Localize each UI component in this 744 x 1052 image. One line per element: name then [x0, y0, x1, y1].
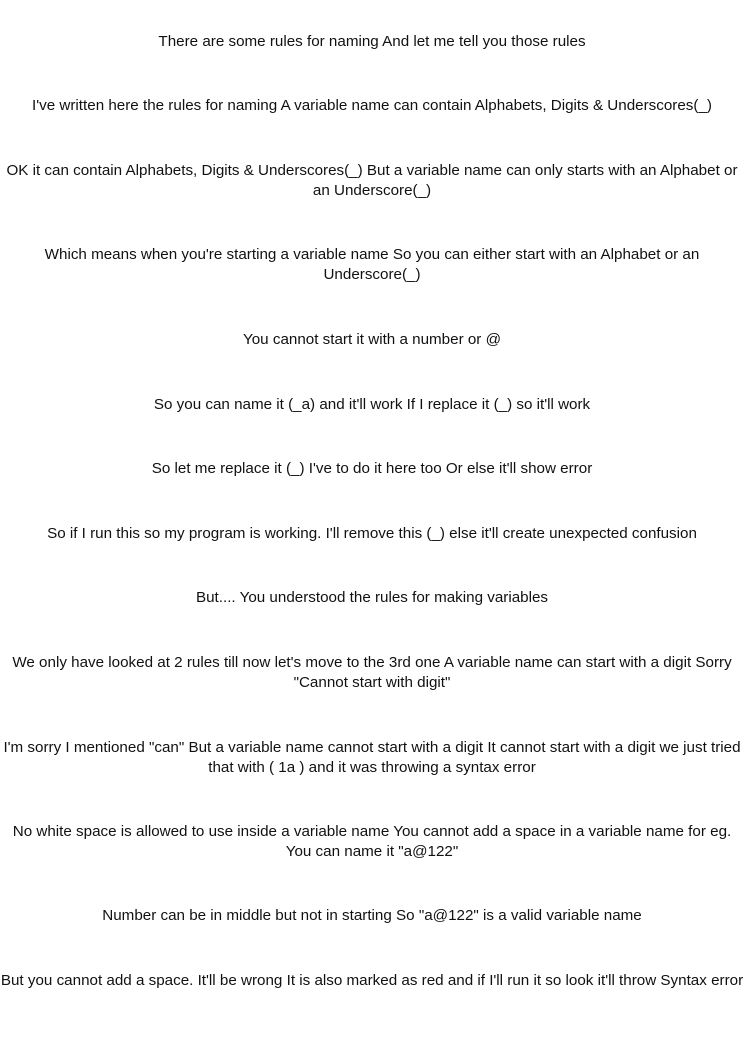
paragraph-8: So if I run this so my program is working. I'll remove this (_) else it'll create unexpected confusion	[47, 525, 697, 542]
paragraph-7: So let me replace it (_) I've to do it here too Or else it'll show error	[151, 460, 593, 477]
paragraph-9: But.... You understood the rules for making variables	[195, 589, 549, 606]
paragraph-5: You cannot start it with a number or @	[243, 331, 501, 348]
paragraph-4: Which means when you're starting a variable name So you can either start with an Alphabet or an Underscore(_)	[44, 246, 700, 283]
paragraph-2: I've written here the rules for naming A variable name can contain Alphabets, Digits & Underscores(_)	[32, 97, 712, 114]
paragraph-10: We only have looked at 2 rules till now let's move to the 3rd one A variable name can start with a digit Sorry "Cannot start with digit"	[12, 654, 732, 691]
paragraph-13: Number can be in middle but not in starting So "a@122" is a valid variable name	[102, 907, 642, 924]
paragraph-1: There are some rules for naming And let me tell you those rules	[158, 33, 586, 50]
paragraph-6: So you can name it (_a) and it'll work If I replace it (_) so it'll work	[153, 396, 591, 413]
paragraph-3: OK it can contain Alphabets, Digits & Underscores(_) But a variable name can only starts with an Alphabet or an Underscore(_)	[6, 162, 738, 199]
paragraph-12: No white space is allowed to use inside a variable name You cannot add a space in a variable name for eg. You can name it "a@122"	[12, 823, 732, 860]
paragraph-11: I'm sorry I mentioned "can" But a variable name cannot start with a digit It cannot start with a digit we just tried that with ( 1a ) and it was throwing a syntax error	[3, 739, 741, 776]
paragraph-14: But you cannot add a space. It'll be wrong It is also marked as red and if I'll run it so look it'll throw Syntax error	[0, 972, 744, 989]
